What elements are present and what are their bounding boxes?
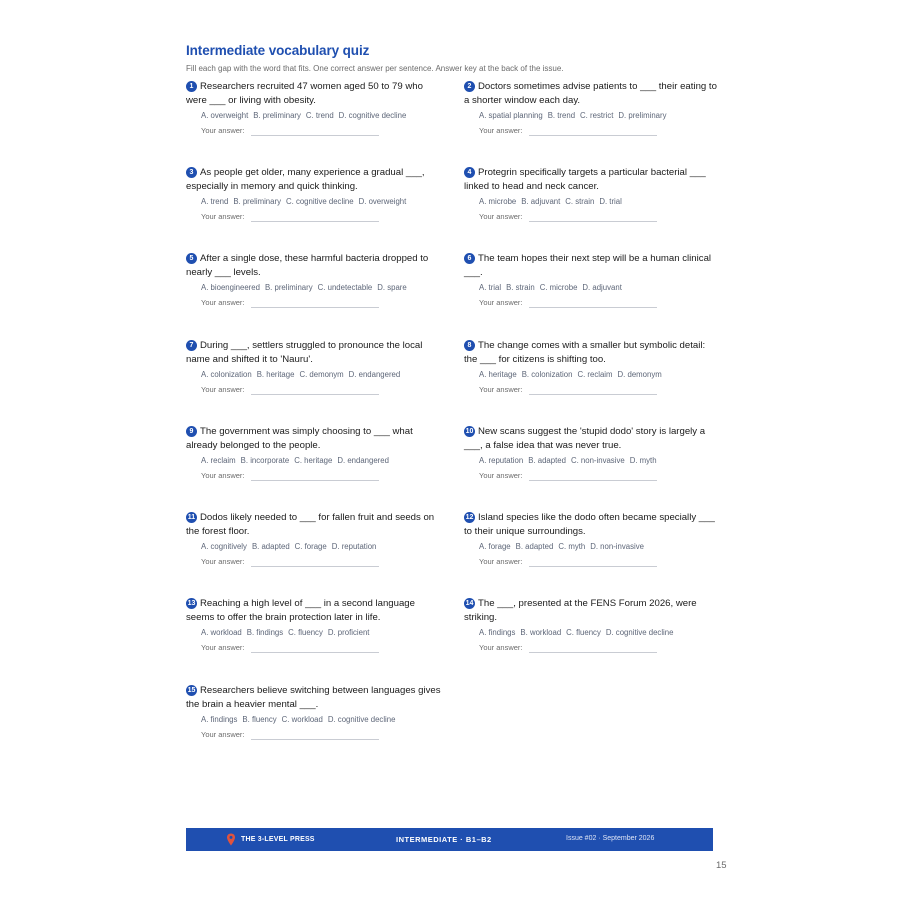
question-text — [186, 252, 441, 279]
answer-blank-line[interactable] — [529, 300, 657, 308]
answer-blank-line[interactable] — [251, 214, 379, 222]
answer-option[interactable]: C. restrict — [580, 111, 614, 120]
answer-option[interactable]: D. cognitive decline — [605, 628, 674, 637]
answer-option[interactable]: B. preliminary — [264, 283, 313, 292]
question-5 — [186, 252, 441, 308]
question-number-badge: 5 — [186, 253, 197, 264]
answer-label: Your answer: — [479, 298, 523, 307]
page-number: 15 — [716, 860, 727, 871]
footer-level: INTERMEDIATE · B1–B2 — [396, 835, 492, 844]
answer-option[interactable]: B. adapted — [528, 456, 566, 465]
question-9 — [186, 425, 441, 481]
answer-label: Your answer: — [479, 126, 523, 135]
answer-options — [464, 627, 719, 638]
answer-option[interactable]: A. forage — [479, 542, 511, 551]
question-sentence: Dodos likely needed to ___ for fallen fruit and seeds on the forest floor. — [186, 512, 435, 537]
answer-row — [464, 471, 719, 481]
answer-blank-line[interactable] — [251, 300, 379, 308]
answer-label: Your answer: — [201, 730, 245, 739]
answer-option[interactable]: C. fluency — [566, 628, 601, 637]
answer-option[interactable]: D. adjuvant — [582, 283, 622, 292]
answer-option[interactable]: D. non-invasive — [590, 542, 644, 551]
answer-option[interactable]: A. findings — [479, 628, 516, 637]
answer-blank-line[interactable] — [251, 559, 379, 567]
answer-blank-line[interactable] — [251, 128, 379, 136]
question-number-badge: 1 — [186, 81, 197, 92]
question-sentence: Island species like the dodo often became specially ___ to their unique surroundings. — [464, 512, 715, 537]
answer-option[interactable]: C. strain — [565, 197, 595, 206]
answer-option[interactable]: D. preliminary — [618, 111, 667, 120]
question-sentence: Researchers believe switching between languages gives the brain a heavier mental ___. — [186, 685, 441, 710]
answer-label: Your answer: — [201, 298, 245, 307]
question-number-badge: 10 — [465, 428, 474, 435]
answer-option[interactable]: B. fluency — [242, 715, 277, 724]
question-number-badge: 4 — [464, 167, 475, 178]
answer-option[interactable]: A. findings — [201, 715, 238, 724]
answer-options — [464, 455, 719, 466]
answer-row — [464, 126, 719, 136]
answer-option[interactable]: C. cognitive decline — [285, 197, 354, 206]
answer-blank-line[interactable] — [529, 214, 657, 222]
question-sentence: Doctors sometimes advise patients to ___ their eating to a shorter window each day. — [464, 81, 717, 106]
answer-row — [464, 557, 719, 567]
question-text — [464, 339, 719, 366]
answer-option[interactable]: A. reputation — [479, 456, 524, 465]
question-8 — [464, 339, 719, 395]
answer-option[interactable]: B. workload — [520, 628, 562, 637]
answer-blank-line[interactable] — [529, 559, 657, 567]
answer-option[interactable]: C. myth — [558, 542, 586, 551]
question-text — [186, 339, 441, 366]
answer-options — [186, 714, 441, 725]
answer-row — [186, 730, 441, 740]
page-subtitle: Fill each gap with the word that fits. One correct answer per sentence. Answer key at the back of the issue. — [186, 64, 564, 73]
answer-options — [186, 455, 441, 466]
answer-option[interactable]: B. adapted — [251, 542, 290, 551]
answer-row — [464, 212, 719, 222]
answer-blank-line[interactable] — [251, 473, 379, 481]
footer-brand: THE 3-LEVEL PRESS — [241, 836, 315, 843]
answer-row — [464, 385, 719, 395]
answer-option[interactable]: B. preliminary — [253, 111, 301, 120]
question-number-badge: 2 — [464, 81, 475, 92]
answer-row — [464, 643, 719, 653]
answer-option[interactable]: C. workload — [281, 715, 323, 724]
answer-option[interactable]: D. endangered — [348, 370, 401, 379]
answer-option[interactable]: B. adjuvant — [521, 197, 561, 206]
answer-row — [186, 471, 441, 481]
question-text — [186, 511, 441, 538]
answer-options — [464, 110, 719, 121]
answer-option[interactable]: C. fluency — [288, 628, 323, 637]
answer-label: Your answer: — [201, 385, 245, 394]
question-text — [186, 684, 441, 711]
answer-option[interactable]: C. undetectable — [317, 283, 373, 292]
answer-label: Your answer: — [201, 212, 245, 221]
answer-option[interactable]: C. non-invasive — [570, 456, 625, 465]
question-text — [186, 166, 441, 193]
question-15 — [186, 684, 441, 740]
answer-option[interactable]: D. proficient — [327, 628, 370, 637]
answer-blank-line[interactable] — [251, 732, 379, 740]
answer-option[interactable]: D. myth — [629, 456, 657, 465]
question-text — [464, 80, 719, 107]
answer-blank-line[interactable] — [529, 645, 657, 653]
question-text — [186, 597, 441, 624]
answer-label: Your answer: — [479, 643, 523, 652]
answer-option[interactable]: C. trend — [305, 111, 334, 120]
answer-option[interactable]: B. trend — [547, 111, 576, 120]
answer-option[interactable]: B. heritage — [256, 370, 295, 379]
answer-blank-line[interactable] — [251, 645, 379, 653]
question-12 — [464, 511, 719, 567]
answer-option[interactable]: D. trial — [599, 197, 622, 206]
question-7 — [186, 339, 441, 395]
question-text — [464, 252, 719, 279]
question-sentence: Researchers recruited 47 women aged 50 to 79 who were ___ or living with obesity. — [186, 81, 423, 106]
answer-label: Your answer: — [201, 643, 245, 652]
question-number-badge: 9 — [186, 426, 197, 437]
answer-option[interactable]: A. cognitively — [201, 542, 247, 551]
answer-options — [186, 282, 441, 293]
question-text — [186, 425, 441, 452]
answer-label: Your answer: — [479, 471, 523, 480]
question-sentence: The team hopes their next step will be a human clinical ___. — [464, 253, 712, 278]
answer-label: Your answer: — [479, 557, 523, 566]
answer-option[interactable]: A. reclaim — [201, 456, 236, 465]
question-sentence: As people get older, many experience a gradual ___, especially in memory and quick thinking. — [186, 167, 425, 192]
answer-label: Your answer: — [201, 471, 245, 480]
answer-row — [186, 557, 441, 567]
answer-options — [186, 541, 441, 552]
page-title: Intermediate vocabulary quiz — [186, 43, 370, 58]
question-sentence: The ___, presented at the FENS Forum 2026, were striking. — [464, 598, 697, 623]
question-sentence: Protegrin specifically targets a particular bacterial ___ linked to head and neck cancer. — [464, 167, 706, 192]
answer-option[interactable]: B. incorporate — [240, 456, 290, 465]
answer-row — [186, 385, 441, 395]
answer-option[interactable]: C. demonym — [299, 370, 344, 379]
question-14 — [464, 597, 719, 653]
answer-option[interactable]: A. workload — [201, 628, 242, 637]
question-text — [464, 511, 719, 538]
answer-label: Your answer: — [201, 126, 245, 135]
answer-options — [186, 196, 441, 207]
answer-option[interactable]: B. adapted — [515, 542, 554, 551]
question-2 — [464, 80, 719, 136]
question-number-badge: 15 — [187, 687, 196, 694]
answer-option[interactable]: B. strain — [506, 283, 535, 292]
question-10 — [464, 425, 719, 481]
answer-option[interactable]: D. demonym — [617, 370, 662, 379]
footer-bar — [186, 828, 713, 851]
answer-blank-line[interactable] — [529, 128, 657, 136]
answer-option[interactable]: D. cognitive decline — [327, 715, 396, 724]
answer-row — [186, 126, 441, 136]
answer-option[interactable]: B. preliminary — [233, 197, 281, 206]
question-3 — [186, 166, 441, 222]
answer-options — [464, 541, 719, 552]
question-1 — [186, 80, 441, 136]
answer-option[interactable]: A. heritage — [479, 370, 517, 379]
answer-options — [186, 627, 441, 638]
question-sentence: New scans suggest the 'stupid dodo' story is largely a ___, a false idea that was never true. — [464, 426, 706, 451]
answer-row — [186, 643, 441, 653]
answer-option[interactable]: C. heritage — [294, 456, 333, 465]
question-sentence: Reaching a high level of ___ in a second language seems to offer the brain protection later in life. — [186, 598, 415, 623]
answer-option[interactable]: A. microbe — [479, 197, 517, 206]
question-number-badge: 8 — [464, 340, 475, 351]
answer-options — [464, 282, 719, 293]
question-number-badge: 12 — [465, 514, 474, 521]
question-sentence: The change comes with a smaller but symbolic detail: the ___ for citizens is shifting too. — [464, 340, 706, 365]
answer-option[interactable]: A. overweight — [201, 111, 249, 120]
answer-row — [186, 298, 441, 308]
question-11 — [186, 511, 441, 567]
answer-option[interactable]: A. trial — [479, 283, 502, 292]
answer-row — [186, 212, 441, 222]
answer-blank-line[interactable] — [251, 387, 379, 395]
answer-label: Your answer: — [479, 212, 523, 221]
answer-options — [186, 369, 441, 380]
footer-issue: Issue #02 · September 2026 — [566, 835, 655, 842]
answer-option[interactable]: A. spatial planning — [479, 111, 543, 120]
answer-options — [186, 110, 441, 121]
answer-option[interactable]: D. endangered — [337, 456, 389, 465]
question-number-badge: 13 — [187, 600, 196, 607]
answer-option[interactable]: C. microbe — [539, 283, 578, 292]
answer-option[interactable]: D. reputation — [331, 542, 377, 551]
answer-label: Your answer: — [479, 385, 523, 394]
answer-option[interactable]: A. trend — [201, 197, 229, 206]
quiz-header — [186, 42, 714, 74]
question-sentence: The government was simply choosing to ___ what already belonged to the people. — [186, 426, 413, 451]
question-text — [464, 425, 719, 452]
answer-option[interactable]: C. forage — [294, 542, 327, 551]
question-sentence: After a single dose, these harmful bacteria dropped to nearly ___ levels. — [186, 253, 429, 278]
answer-option[interactable]: C. reclaim — [577, 370, 613, 379]
answer-options — [464, 196, 719, 207]
answer-label: Your answer: — [201, 557, 245, 566]
answer-option[interactable]: D. spare — [377, 283, 407, 292]
question-number-badge: 6 — [464, 253, 475, 264]
location-pin-icon — [226, 833, 236, 846]
answer-option[interactable]: B. findings — [246, 628, 284, 637]
question-text — [464, 166, 719, 193]
question-number-badge: 3 — [186, 167, 197, 178]
answer-option[interactable]: D. cognitive decline — [338, 111, 407, 120]
question-number-badge: 14 — [465, 600, 474, 607]
question-13 — [186, 597, 441, 653]
question-4 — [464, 166, 719, 222]
question-number-badge: 11 — [187, 514, 196, 521]
answer-blank-line[interactable] — [529, 473, 657, 481]
answer-blank-line[interactable] — [529, 387, 657, 395]
answer-options — [464, 369, 719, 380]
question-text — [464, 597, 719, 624]
answer-option[interactable]: B. colonization — [521, 370, 573, 379]
question-number-badge: 7 — [186, 340, 197, 351]
answer-row — [464, 298, 719, 308]
answer-option[interactable]: A. colonization — [201, 370, 252, 379]
question-text — [186, 80, 441, 107]
answer-option[interactable]: D. overweight — [358, 197, 407, 206]
answer-option[interactable]: A. bioengineered — [201, 283, 260, 292]
question-sentence: During ___, settlers struggled to pronounce the local name and shifted it to 'Nauru'. — [186, 340, 423, 365]
question-6 — [464, 252, 719, 308]
